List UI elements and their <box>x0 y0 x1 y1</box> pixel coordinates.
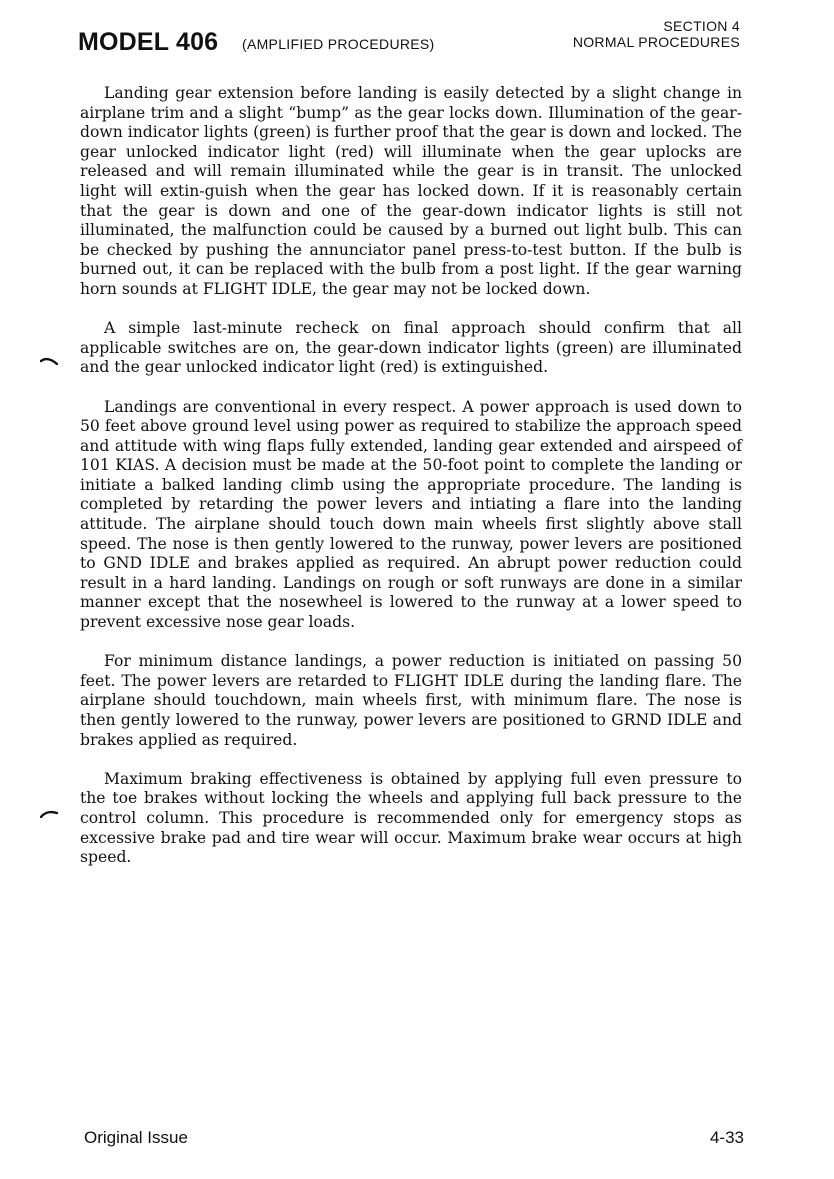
section-heading <box>573 18 740 50</box>
paragraph-final-approach-recheck: A simple last-minute recheck on final approach should confirm that all applicable switches are on, the gear-down indicator lights (green) are illuminated and the gear unlocked indicator light (red) is extinguished. <box>80 319 742 377</box>
section-title: NORMAL PROCEDURES <box>572 34 740 50</box>
paragraph-gear-extension: Landing gear extension before landing is easily detected by a slight change in airplane trim and a slight “bump” as the gear locks down. Illumination of the gear-down indicator lights (green) is further proof that the gear is down and locked. The gear unlocked indicator light (red) will illuminate when the gear uplocks are released and will remain illuminated while the gear is in transit. The unlocked light will extin-guish when the gear has locked down. If it is reasonably certain that the gear is down and one of the gear-down indicator lights is still not illuminated, the malfunction could be caused by a burned out light bulb. This can be checked by pushing the annunciator panel press-to-test button. If the bulb is burned out, it can be replaced with the bulb from a post light. If the gear warning horn sounds at FLIGHT IDLE, the gear may not be locked down. <box>80 84 742 298</box>
issue-label: Original Issue <box>84 1128 188 1147</box>
page-body <box>80 84 742 887</box>
page-header <box>78 18 740 58</box>
revision-mark <box>40 810 58 818</box>
paragraph-maximum-braking: Maximum braking effectiveness is obtained by applying full even pressure to the toe brakes without locking the wheels and applying full back pressure to the control column. This procedure is recommended only for emergency stops as excessive brake pad and tire wear will occur. Maximum brake wear occurs at high speed. <box>80 769 742 867</box>
amplified-procedures-label: (AMPLIFIED PROCEDURES) <box>242 36 435 52</box>
section-number: SECTION 4 <box>663 18 740 34</box>
revision-mark <box>40 357 58 365</box>
page-number: 4-33 <box>709 1128 744 1147</box>
paragraph-conventional-landings: Landings are conventional in every respect. A power approach is used down to 50 feet above ground level using power as required to stabilize the approach speed and attitude with wing flaps fully extended, landing gear extended and airspeed of 101 KIAS. A decision must be made at the 50-foot point to complete the landing or initiate a balked landing climb using the appropriate procedure. The landing is completed by retarding the power levers and intiating a flare into the landing attitude. The airplane should touch down main wheels first slightly above stall speed. The nose is then gently lowered to the runway, power levers are positioned to GND IDLE and brakes applied as required. An abrupt power reduction could result in a hard landing. Landings on rough or soft runways are done in a similar manner except that the nosewheel is lowered to the runway at a lower speed to prevent excessive nose gear loads. <box>80 397 742 632</box>
paragraph-minimum-distance-landings: For minimum distance landings, a power reduction is initiated on passing 50 feet. The power levers are retarded to FLIGHT IDLE during the landing flare. The airplane should touchdown, main wheels first, with minimum flare. The nose is then gently lowered to the runway, power levers are positioned to GRND IDLE and brakes applied as required. <box>80 652 742 749</box>
model-title: MODEL 406 <box>78 28 219 56</box>
